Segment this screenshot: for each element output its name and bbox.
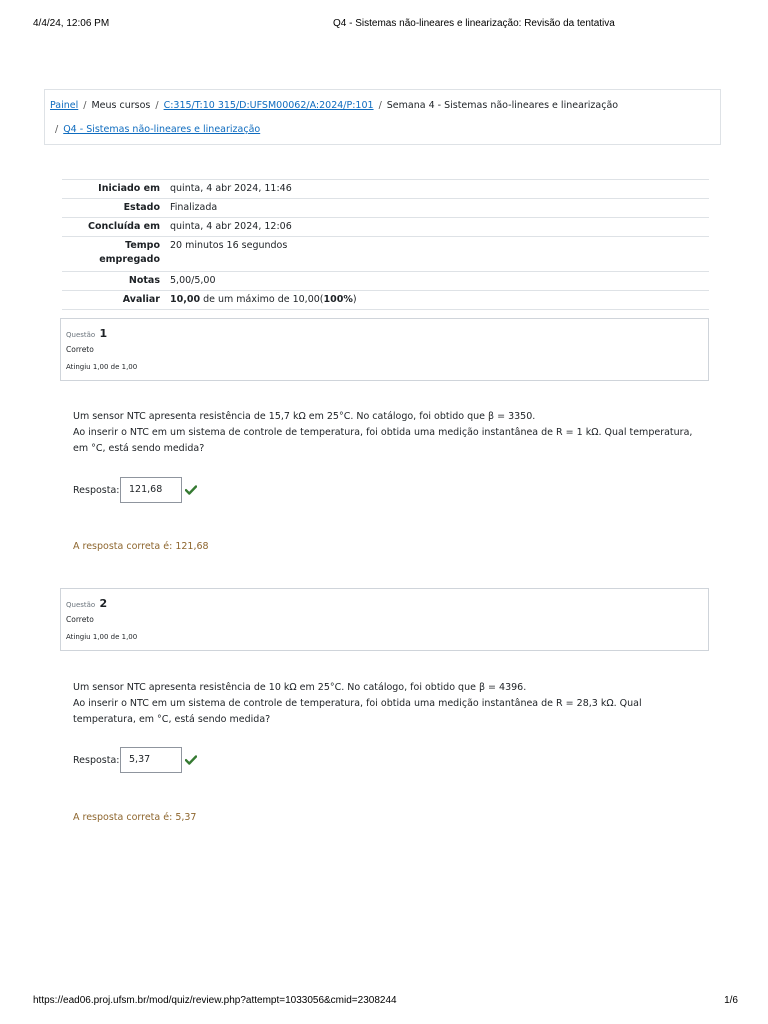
question-number-value: 2 [99,597,108,610]
breadcrumb-item-semana: Semana 4 - Sistemas não-lineares e linearização [386,100,619,111]
correct-answer-2: A resposta correta é: 5,37 [73,812,197,823]
summary-row-state [62,199,709,218]
question-number [66,597,107,610]
breadcrumb-link-quiz[interactable]: Q4 - Sistemas não-lineares e linearização [63,124,261,135]
breadcrumb-link-painel[interactable]: Painel [50,100,79,111]
question-state: Correto [66,345,94,354]
check-icon [185,485,197,495]
summary-row-marks [62,272,709,291]
question-text-line: Um sensor NTC apresenta resistência de 10 kΩ em 25°C. No catálogo, foi obtido que β = 4396. [73,682,527,693]
summary-label: Avaliar [62,291,165,310]
breadcrumb-separator: / [55,124,59,135]
question-number-value: 1 [99,327,108,340]
breadcrumb-separator: / [83,100,87,111]
summary-row-completed [62,218,709,237]
answer-label: Resposta: [73,485,120,496]
print-title: Q4 - Sistemas não-lineares e linearização: Revisão da tentativa [333,18,615,29]
question-label: Questão [66,331,96,339]
attempt-summary-table [62,179,709,310]
question-label: Questão [66,601,96,609]
summary-label: Estado [62,199,165,218]
question-grade: Atingiu 1,00 de 1,00 [66,363,138,371]
summary-label: Iniciado em [62,180,165,199]
question-text-line: Ao inserir o NTC em um sistema de controle de temperatura, foi obtida uma medição instantânea de R = 1 kΩ. Qual temperatura, em °C, está sendo medida? [73,427,693,454]
page-url: https://ead06.proj.ufsm.br/mod/quiz/review.php?attempt=1033056&cmid=2308244 [33,995,397,1006]
summary-value: Finalizada [165,199,709,218]
answer-label: Resposta: [73,755,120,766]
summary-value: quinta, 4 abr 2024, 12:06 [165,218,709,237]
question-grade: Atingiu 1,00 de 1,00 [66,633,138,641]
grade-value: 10,00 [170,294,201,305]
breadcrumb-line [50,100,618,111]
page-number: 1/6 [724,995,738,1006]
print-footer [33,995,738,1009]
question-text-2 [73,680,698,728]
grade-middle-text: de um máximo de 10,00( [200,294,324,305]
summary-value: 20 minutos 16 segundos [165,237,709,272]
question-text-1 [73,409,698,457]
summary-value: 5,00/5,00 [165,272,709,291]
question-info-2 [60,588,709,651]
question-state: Correto [66,615,94,624]
question-number [66,327,107,340]
summary-grade-value [165,291,709,310]
summary-value: quinta, 4 abr 2024, 11:46 [165,180,709,199]
breadcrumb-separator: / [155,100,159,111]
breadcrumb-separator: / [378,100,382,111]
answer-input[interactable]: 121,68 [120,477,182,503]
grade-percent: 100% [323,294,353,305]
answer-input[interactable]: 5,37 [120,747,182,773]
question-text-line: Um sensor NTC apresenta resistência de 15,7 kΩ em 25°C. No catálogo, foi obtido que β = 3350. [73,411,536,422]
summary-label: Notas [62,272,165,291]
summary-label: Concluída em [62,218,165,237]
summary-label: Tempo empregado [62,237,165,272]
question-info-1 [60,318,709,381]
print-header [33,18,738,32]
correct-answer-1: A resposta correta é: 121,68 [73,541,209,552]
grade-end-text: ) [352,294,357,305]
check-icon [185,755,197,765]
breadcrumb [44,89,721,145]
question-text-line: Ao inserir o NTC em um sistema de controle de temperatura, foi obtida uma medição instantânea de R = 28,3 kΩ. Qual temperatura, em °C, está sendo medida? [73,698,642,725]
summary-row-grade [62,291,709,310]
breadcrumb-line [55,124,260,135]
print-datetime: 4/4/24, 12:06 PM [33,18,110,29]
breadcrumb-item-meus-cursos: Meus cursos [91,100,151,111]
summary-row-time-taken [62,237,709,272]
summary-row-started [62,180,709,199]
breadcrumb-link-course[interactable]: C:315/T:10 315/D:UFSM00062/A:2024/P:101 [163,100,374,111]
